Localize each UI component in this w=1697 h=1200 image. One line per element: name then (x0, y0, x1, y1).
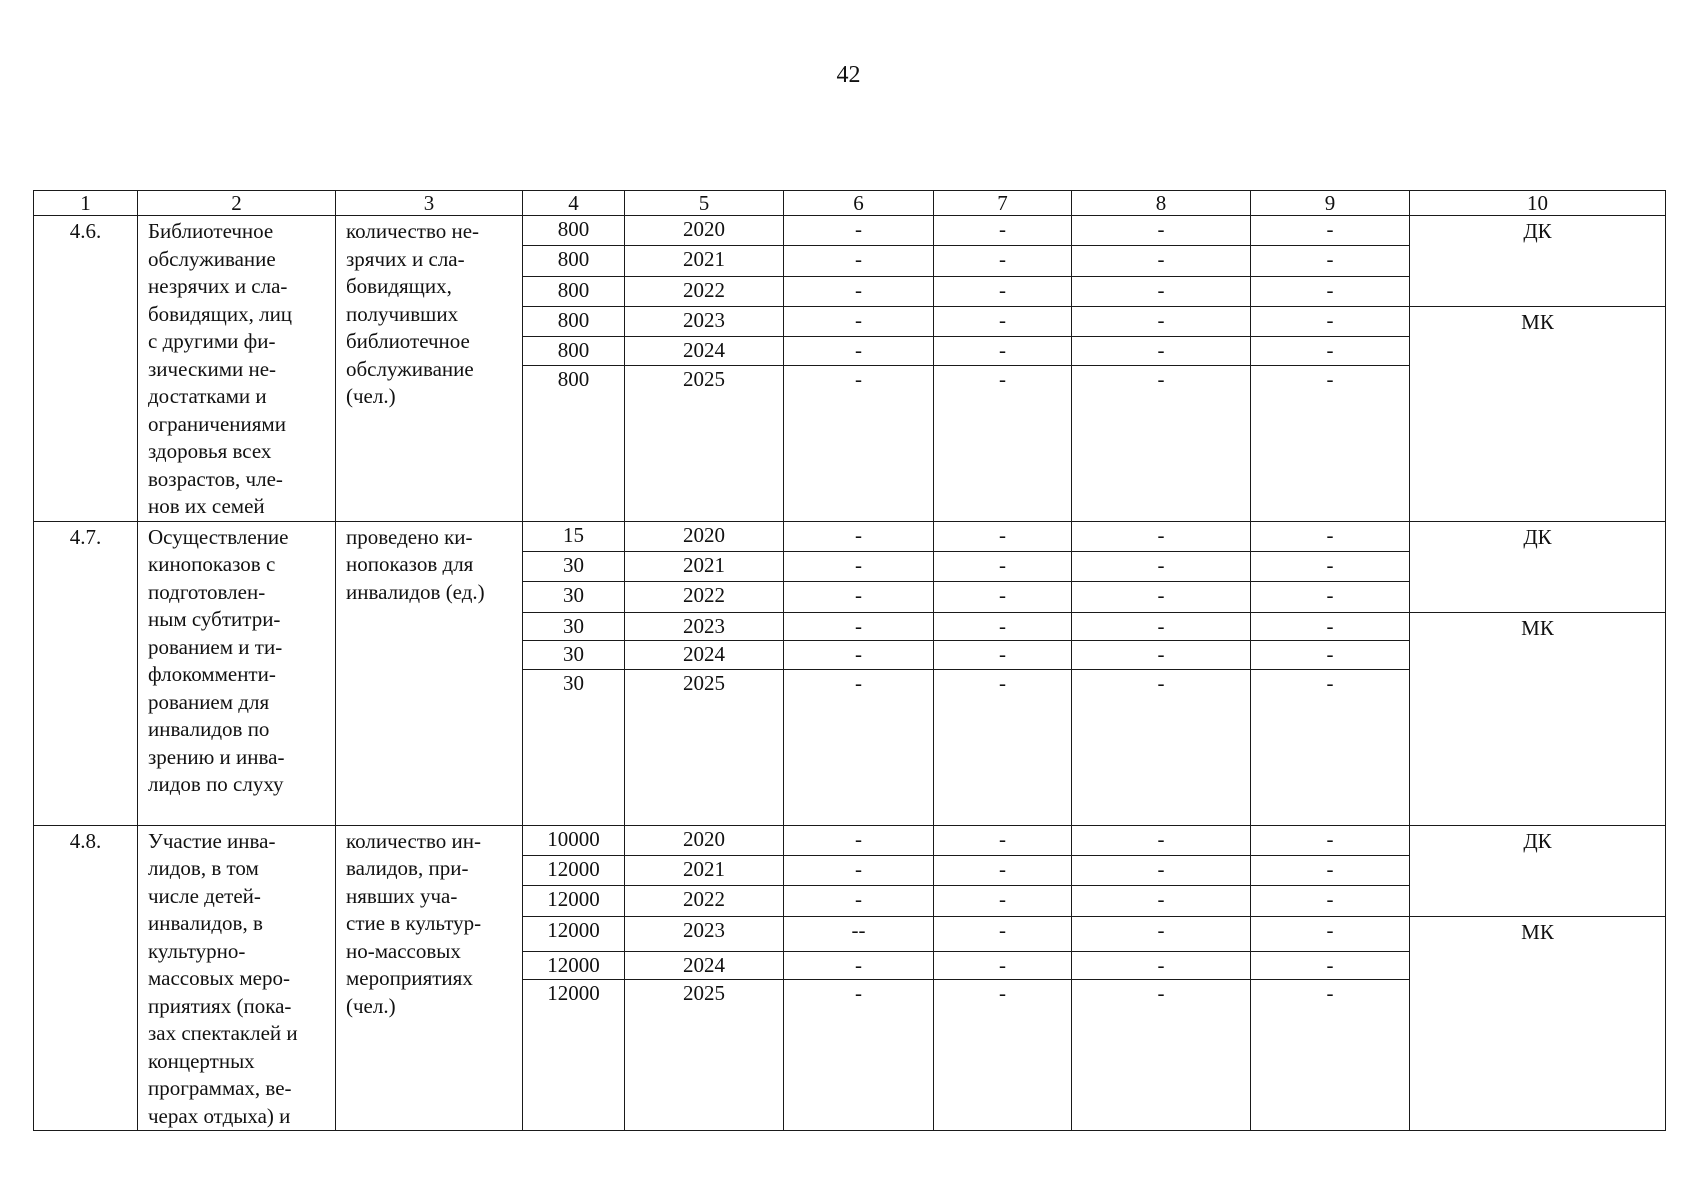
measure-name-line: зическими не- (148, 356, 277, 381)
measure-name-line: ным субтитри- (148, 607, 281, 631)
indicator-name-line: получивших (346, 301, 459, 326)
indicator-value: 12000 (523, 916, 625, 951)
col9-cell: - (1251, 246, 1410, 276)
col7-cell: - (934, 521, 1072, 551)
item-number: 4.7. (34, 521, 138, 825)
measure-name-line: подготовлен- (148, 579, 266, 604)
indicator-value: 10000 (523, 825, 625, 855)
header-cell: 9 (1251, 191, 1410, 216)
item-number: 4.8. (34, 825, 138, 1131)
col6-cell: - (784, 246, 934, 276)
indicator-name-line: стие в культур- (346, 911, 482, 935)
measure-name-line: достатками и (148, 384, 267, 408)
col8-cell: - (1072, 886, 1251, 916)
measure-name-line: рованием для (148, 689, 270, 714)
page-number: 42 (836, 62, 861, 88)
year-cell: 2022 (625, 276, 784, 306)
col7-cell: - (934, 612, 1072, 641)
year-cell: 2025 (625, 980, 784, 1131)
indicator-name-line: нявших уча- (346, 883, 458, 908)
header-cell: 2 (138, 191, 336, 216)
measure-name-line: кинопоказов с (148, 552, 276, 576)
col8-cell: - (1072, 825, 1251, 855)
col8-cell: - (1072, 612, 1251, 641)
header-cell: 8 (1072, 191, 1251, 216)
indicator-value: 30 (523, 669, 625, 825)
col8-cell: - (1072, 641, 1251, 670)
col6-cell: - (784, 216, 934, 246)
col6-cell: -- (784, 916, 934, 951)
indicator-name-line: (чел.) (346, 993, 396, 1018)
indicator-value: 12000 (523, 980, 625, 1131)
col6-cell: - (784, 521, 934, 551)
col7-cell: - (934, 980, 1072, 1131)
col6-cell: - (784, 980, 934, 1131)
executor-bottom: МК (1410, 916, 1666, 1131)
measure-name-line: Осуществление (148, 524, 289, 549)
indicator-name-line: валидов, при- (346, 856, 469, 880)
indicator-name-line: но-массовых (346, 938, 461, 963)
col9-cell: - (1251, 551, 1410, 581)
indicator-value: 800 (523, 365, 625, 521)
col6-cell: - (784, 825, 934, 855)
col8-cell: - (1072, 855, 1251, 885)
year-cell: 2023 (625, 916, 784, 951)
measure-name-line: лидов, в том (148, 856, 259, 880)
col7-cell: - (934, 825, 1072, 855)
col7-cell: - (934, 582, 1072, 612)
year-cell: 2022 (625, 886, 784, 916)
measure-name-line: с другими фи- (148, 329, 276, 353)
indicator-value: 800 (523, 337, 625, 366)
col9-cell: - (1251, 980, 1410, 1131)
measure-name-line: обслуживание (148, 246, 276, 271)
indicator-value: 30 (523, 551, 625, 581)
col7-cell: - (934, 246, 1072, 276)
measure-name-line: программах, ве- (148, 1076, 292, 1100)
indicator-value: 800 (523, 307, 625, 337)
col9-cell: - (1251, 307, 1410, 337)
measure-name-line: ограничениями (148, 411, 286, 436)
year-cell: 2023 (625, 612, 784, 641)
indicator-name-line: бовидящих, (346, 274, 452, 298)
col8-cell: - (1072, 246, 1251, 276)
year-cell: 2022 (625, 582, 784, 612)
col9-cell: - (1251, 951, 1410, 980)
year-cell: 2024 (625, 641, 784, 670)
indicator-name-line: инвалидов (ед.) (346, 579, 485, 604)
col7-cell: - (934, 951, 1072, 980)
measure-name-line: инвалидов по (148, 717, 270, 741)
col6-cell: - (784, 337, 934, 366)
header-cell: 5 (625, 191, 784, 216)
executor-bottom: МК (1410, 612, 1666, 825)
measure-name-line: приятиях (пока- (148, 993, 292, 1018)
measure-name-line: зах спектаклей и (148, 1021, 298, 1045)
col9-cell: - (1251, 855, 1410, 885)
col6-cell: - (784, 582, 934, 612)
col9-cell: - (1251, 669, 1410, 825)
col7-cell: - (934, 551, 1072, 581)
col6-cell: - (784, 612, 934, 641)
year-cell: 2020 (625, 521, 784, 551)
col8-cell: - (1072, 307, 1251, 337)
col7-cell: - (934, 307, 1072, 337)
col9-cell: - (1251, 825, 1410, 855)
header-row (34, 191, 1666, 216)
col8-cell: - (1072, 980, 1251, 1131)
indicator-name (336, 216, 523, 522)
measure-name-line: числе детей- (148, 883, 261, 908)
col6-cell: - (784, 951, 934, 980)
measure-name (138, 216, 336, 522)
col7-cell: - (934, 641, 1072, 670)
measure-name (138, 521, 336, 825)
indicator-name-line: (чел.) (346, 384, 396, 408)
year-cell: 2025 (625, 669, 784, 825)
col7-cell: - (934, 337, 1072, 366)
col9-cell: - (1251, 365, 1410, 521)
indicator-value: 12000 (523, 886, 625, 916)
year-cell: 2024 (625, 337, 784, 366)
col8-cell: - (1072, 521, 1251, 551)
year-cell: 2023 (625, 307, 784, 337)
indicator-name (336, 825, 523, 1131)
col8-cell: - (1072, 216, 1251, 246)
item-number: 4.6. (34, 216, 138, 522)
header-cell: 10 (1410, 191, 1666, 216)
col6-cell: - (784, 669, 934, 825)
col9-cell: - (1251, 337, 1410, 366)
col6-cell: - (784, 307, 934, 337)
measure-name-line: массовых меро- (148, 966, 290, 990)
header-cell: 4 (523, 191, 625, 216)
year-cell: 2024 (625, 951, 784, 980)
measure-name-line: возрастов, чле- (148, 466, 283, 491)
col8-cell: - (1072, 916, 1251, 951)
indicator-value: 800 (523, 216, 625, 246)
col6-cell: - (784, 551, 934, 581)
col9-cell: - (1251, 582, 1410, 612)
header-cell: 3 (336, 191, 523, 216)
measure-name-line: инвалидов, в (148, 911, 263, 935)
col8-cell: - (1072, 669, 1251, 825)
measures-table (33, 190, 1666, 1131)
header-cell: 1 (34, 191, 138, 216)
year-cell: 2020 (625, 825, 784, 855)
measure-name-line: Библиотечное (148, 219, 274, 243)
measure-name-line: культурно- (148, 938, 246, 963)
year-cell: 2021 (625, 551, 784, 581)
col9-cell: - (1251, 916, 1410, 951)
col7-cell: - (934, 916, 1072, 951)
measure-name (138, 825, 336, 1131)
year-cell: 2021 (625, 855, 784, 885)
col8-cell: - (1072, 337, 1251, 366)
header-cell: 6 (784, 191, 934, 216)
measure-name-line: незрячих и сла- (148, 274, 288, 298)
col6-cell: - (784, 365, 934, 521)
indicator-name-line: количество не- (346, 219, 480, 243)
year-cell: 2020 (625, 216, 784, 246)
col9-cell: - (1251, 886, 1410, 916)
measure-name-line: нов их семей (148, 494, 265, 518)
measure-name-line: бовидящих, лиц (148, 301, 293, 326)
indicator-value: 800 (523, 276, 625, 306)
measure-name-line: лидов по слуху (148, 772, 284, 796)
year-cell: 2021 (625, 246, 784, 276)
measure-name-line: зрению и инва- (148, 744, 285, 769)
measure-name-line: здоровья всех (148, 439, 272, 463)
header-cell: 7 (934, 191, 1072, 216)
indicator-name-line: нопоказов для (346, 552, 474, 576)
col7-cell: - (934, 276, 1072, 306)
indicator-value: 30 (523, 612, 625, 641)
col8-cell: - (1072, 951, 1251, 980)
col8-cell: - (1072, 365, 1251, 521)
indicator-name-line: зрячих и сла- (346, 246, 465, 271)
table-row (34, 521, 1666, 551)
col7-cell: - (934, 886, 1072, 916)
col6-cell: - (784, 886, 934, 916)
indicator-name-line: обслуживание (346, 356, 474, 381)
indicator-value: 800 (523, 246, 625, 276)
indicator-name (336, 521, 523, 825)
col9-cell: - (1251, 641, 1410, 670)
indicator-name-line: проведено ки- (346, 524, 473, 549)
executor-bottom: МК (1410, 307, 1666, 522)
measure-name-line: флокомменти- (148, 662, 276, 686)
col7-cell: - (934, 365, 1072, 521)
measure-name-line: рованием и ти- (148, 634, 283, 659)
indicator-name-line: библиотечное (346, 329, 470, 353)
col6-cell: - (784, 276, 934, 306)
col8-cell: - (1072, 551, 1251, 581)
col8-cell: - (1072, 582, 1251, 612)
executor-top: ДК (1410, 825, 1666, 916)
table-row (34, 216, 1666, 246)
indicator-name-line: количество ин- (346, 828, 481, 853)
measure-name-line: черах отдыха) и (148, 1103, 291, 1128)
year-cell: 2025 (625, 365, 784, 521)
measure-name-line: концертных (148, 1048, 255, 1073)
col7-cell: - (934, 216, 1072, 246)
col9-cell: - (1251, 276, 1410, 306)
measure-name-line: Участие инва- (148, 828, 276, 853)
indicator-value: 12000 (523, 855, 625, 885)
indicator-value: 30 (523, 582, 625, 612)
col9-cell: - (1251, 216, 1410, 246)
col7-cell: - (934, 669, 1072, 825)
executor-top: ДК (1410, 521, 1666, 612)
executor-top: ДК (1410, 216, 1666, 307)
col9-cell: - (1251, 521, 1410, 551)
indicator-value: 15 (523, 521, 625, 551)
col6-cell: - (784, 641, 934, 670)
indicator-value: 30 (523, 641, 625, 670)
col6-cell: - (784, 855, 934, 885)
col8-cell: - (1072, 276, 1251, 306)
col7-cell: - (934, 855, 1072, 885)
indicator-value: 12000 (523, 951, 625, 980)
col9-cell: - (1251, 612, 1410, 641)
table-row (34, 825, 1666, 855)
indicator-name-line: мероприятиях (346, 966, 473, 990)
